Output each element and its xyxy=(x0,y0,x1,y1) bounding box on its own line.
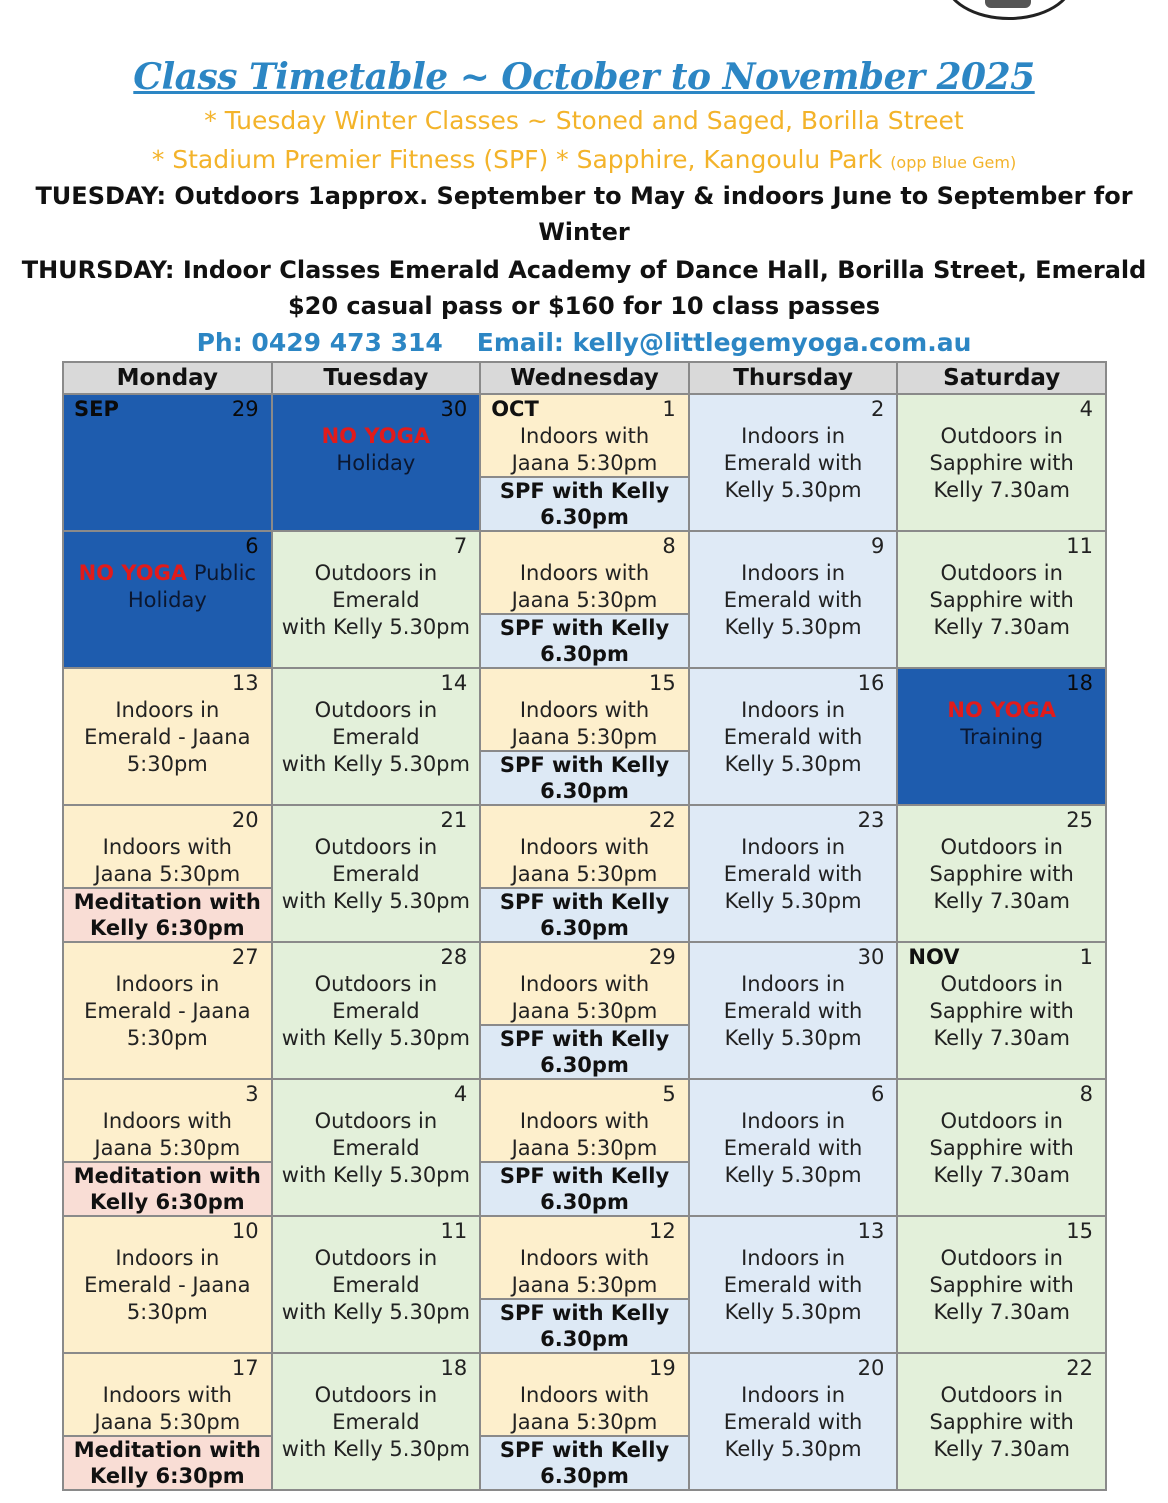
class-line: Emerald - Jaana xyxy=(84,725,251,749)
class-line: Sapphire with xyxy=(929,1410,1074,1434)
class-line: Jaana 5:30pm xyxy=(94,1136,241,1160)
class-line: Emerald with xyxy=(723,1273,863,1297)
class-line: Kelly 7.30am xyxy=(933,1437,1070,1461)
day-cell-tuesday xyxy=(272,394,481,531)
day-number: 18 xyxy=(440,1356,468,1380)
day-number: 1 xyxy=(1079,945,1093,969)
day-number: 20 xyxy=(857,1356,885,1380)
class-line: Jaana 5:30pm xyxy=(94,1410,241,1434)
week-row xyxy=(63,668,1106,805)
day-cell-wednesday xyxy=(480,942,689,1079)
class-info xyxy=(898,1108,1105,1189)
class-info xyxy=(898,560,1105,641)
week-row xyxy=(63,1216,1106,1353)
class-line: Indoors in xyxy=(741,424,846,448)
class-info-indoors xyxy=(481,1382,688,1436)
day-cell-thursday xyxy=(689,531,898,668)
class-line: Kelly 6:30pm xyxy=(89,916,245,940)
class-line: Indoors with xyxy=(519,972,650,996)
class-line: Outdoors in xyxy=(940,1109,1063,1133)
class-line: Emerald with xyxy=(723,451,863,475)
day-cell-wednesday xyxy=(480,668,689,805)
class-line: Kelly 5.30pm xyxy=(724,615,862,639)
class-info-indoors xyxy=(481,1245,688,1299)
class-info xyxy=(273,1245,480,1326)
class-line: Indoors in xyxy=(741,972,846,996)
day-cell-monday xyxy=(63,1079,272,1216)
day-cell-tuesday xyxy=(272,668,481,805)
day-cell-monday xyxy=(63,942,272,1079)
page-title: Class Timetable ~ October to November 2025 xyxy=(133,56,1035,98)
day-number: 25 xyxy=(1066,808,1093,832)
class-line: Emerald with xyxy=(723,1136,863,1160)
class-line: Outdoors in xyxy=(314,835,438,859)
class-info xyxy=(273,834,480,915)
day-cell-thursday xyxy=(689,1079,898,1216)
class-line: Outdoors in xyxy=(314,1109,438,1133)
class-info-meditation xyxy=(64,1161,271,1215)
class-line: Kelly 6:30pm xyxy=(89,1190,245,1214)
header-wednesday: Wednesday xyxy=(480,362,689,394)
day-cell-wednesday xyxy=(480,531,689,668)
class-info xyxy=(690,1382,897,1463)
day-number: 30 xyxy=(857,945,885,969)
day-number: 22 xyxy=(1066,1356,1093,1380)
class-info-indoors xyxy=(481,971,688,1025)
day-number: 4 xyxy=(453,1082,468,1106)
day-cell-wednesday xyxy=(480,394,689,531)
class-line: Emerald xyxy=(332,725,420,749)
day-number: 13 xyxy=(857,1219,885,1243)
day-number: 21 xyxy=(440,808,468,832)
class-line: SPF with Kelly xyxy=(499,1027,670,1051)
class-line: Indoors in xyxy=(741,835,846,859)
class-line: Jaana 5:30pm xyxy=(511,1273,658,1297)
class-info xyxy=(273,560,480,641)
month-label: SEP xyxy=(74,397,119,421)
class-line xyxy=(64,560,271,587)
class-line: Jaana 5:30pm xyxy=(511,588,658,612)
day-cell-saturday xyxy=(897,531,1106,668)
day-number: 14 xyxy=(440,671,468,695)
class-line: Kelly 7.30am xyxy=(933,615,1070,639)
class-line: Indoors with xyxy=(519,1383,650,1407)
class-line: SPF with Kelly xyxy=(499,890,670,914)
class-line: Outdoors in xyxy=(314,561,438,585)
day-cell-saturday xyxy=(897,805,1106,942)
class-line: Kelly 7.30am xyxy=(933,478,1070,502)
month-label: OCT xyxy=(491,397,539,421)
contact-info xyxy=(0,328,1168,357)
class-line: Indoors with xyxy=(519,1246,650,1270)
class-line: Emerald with xyxy=(723,588,863,612)
week-row xyxy=(63,1079,1106,1216)
class-line: Emerald xyxy=(332,1273,420,1297)
class-info-indoors xyxy=(481,423,688,477)
class-line: Sapphire with xyxy=(929,588,1074,612)
holiday-label: Holiday xyxy=(336,451,416,475)
day-number: 28 xyxy=(440,945,468,969)
class-info xyxy=(898,1245,1105,1326)
class-line: Indoors in xyxy=(741,561,846,585)
week-row xyxy=(63,942,1106,1079)
day-cell-thursday xyxy=(689,1353,898,1490)
class-line: Indoors in xyxy=(741,1246,846,1270)
class-info xyxy=(273,697,480,778)
class-line: Emerald - Jaana xyxy=(84,999,251,1023)
class-line: Kelly 5.30pm xyxy=(724,1437,862,1461)
class-line: 5:30pm xyxy=(126,752,208,776)
week-row xyxy=(63,531,1106,668)
class-line: Indoors in xyxy=(741,1383,846,1407)
class-line: Jaana 5:30pm xyxy=(511,999,658,1023)
class-line: 6.30pm xyxy=(540,505,629,529)
class-info-spf xyxy=(481,1298,688,1352)
class-line: Kelly 5.30pm xyxy=(724,1163,862,1187)
day-number: 12 xyxy=(649,1219,676,1243)
class-line: Meditation with xyxy=(73,1438,261,1462)
day-number: 10 xyxy=(231,1219,259,1243)
class-info-indoors xyxy=(481,560,688,614)
subtitle-venues-main: * Stadium Premier Fitness (SPF) * Sapphire, Kangoulu Park xyxy=(151,145,883,174)
class-line: Indoors with xyxy=(519,424,650,448)
training-label: Training xyxy=(960,725,1044,749)
class-line: Emerald with xyxy=(723,862,863,886)
day-cell-monday xyxy=(63,1216,272,1353)
class-line: Outdoors in xyxy=(314,698,438,722)
class-info xyxy=(690,971,897,1052)
day-cell-saturday xyxy=(897,668,1106,805)
class-line: with Kelly 5.30pm xyxy=(281,1163,470,1187)
class-line: Emerald xyxy=(332,588,420,612)
day-cell-thursday xyxy=(689,805,898,942)
class-line: Indoors with xyxy=(519,561,650,585)
day-number: 6 xyxy=(245,534,259,558)
day-number: 3 xyxy=(245,1082,259,1106)
class-line: Indoors in xyxy=(115,698,220,722)
class-info xyxy=(690,423,897,504)
day-cell-tuesday xyxy=(272,805,481,942)
class-info-spf xyxy=(481,750,688,804)
class-line: Sapphire with xyxy=(929,999,1074,1023)
class-info-indoors xyxy=(481,697,688,751)
class-info xyxy=(64,697,271,778)
day-cell-tuesday xyxy=(272,1353,481,1490)
class-line: Kelly 5.30pm xyxy=(724,478,862,502)
day-cell-saturday xyxy=(897,1216,1106,1353)
day-number: 15 xyxy=(1066,1219,1093,1243)
class-line: with Kelly 5.30pm xyxy=(281,1437,470,1461)
class-info-spf xyxy=(481,613,688,667)
brand-logo xyxy=(60,0,350,4)
day-cell-tuesday xyxy=(272,531,481,668)
class-line: Indoors in xyxy=(115,972,220,996)
no-yoga-label: NO YOGA xyxy=(321,424,431,448)
class-line: Kelly 5.30pm xyxy=(724,889,862,913)
class-info xyxy=(64,971,271,1052)
class-line: Emerald xyxy=(332,862,420,886)
class-info-spf xyxy=(481,887,688,941)
class-line: with Kelly 5.30pm xyxy=(281,752,470,776)
class-line: Outdoors in xyxy=(940,972,1063,996)
class-line: Emerald - Jaana xyxy=(84,1273,251,1297)
class-line: with Kelly 5.30pm xyxy=(281,1026,470,1050)
class-info-meditation xyxy=(64,887,271,941)
day-number: 13 xyxy=(231,671,259,695)
tuesday-info-cont: Winter xyxy=(538,218,630,246)
calendar-header-row xyxy=(63,362,1106,394)
class-line: Sapphire with xyxy=(929,451,1074,475)
day-number: 1 xyxy=(662,397,676,421)
class-info xyxy=(898,423,1105,504)
class-line: Kelly 5.30pm xyxy=(724,1026,862,1050)
class-line: 6.30pm xyxy=(540,1053,629,1077)
class-line: SPF with Kelly xyxy=(499,753,670,777)
class-line: Outdoors in xyxy=(940,561,1063,585)
header-thursday: Thursday xyxy=(689,362,898,394)
class-line: SPF with Kelly xyxy=(499,616,670,640)
day-cell-wednesday xyxy=(480,805,689,942)
class-line: Outdoors in xyxy=(314,1383,438,1407)
header-monday: Monday xyxy=(63,362,272,394)
no-yoga-label: NO YOGA xyxy=(78,561,188,585)
class-info xyxy=(690,560,897,641)
day-number: 15 xyxy=(649,671,676,695)
class-line: SPF with Kelly xyxy=(499,1164,670,1188)
timetable-calendar xyxy=(62,361,1107,1491)
class-line: Outdoors in xyxy=(314,972,438,996)
class-line: Kelly 7.30am xyxy=(933,889,1070,913)
class-line: Indoors in xyxy=(741,1109,846,1133)
day-number: 29 xyxy=(231,397,259,421)
class-line: Outdoors in xyxy=(940,424,1063,448)
day-cell-tuesday xyxy=(272,1216,481,1353)
month-label: NOV xyxy=(908,945,960,969)
class-line: Meditation with xyxy=(73,1164,261,1188)
class-line: Kelly 7.30am xyxy=(933,1300,1070,1324)
day-number: 19 xyxy=(649,1356,676,1380)
class-info-indoors xyxy=(64,1382,271,1436)
class-line: Indoors with xyxy=(519,835,650,859)
class-info-indoors xyxy=(64,1108,271,1162)
week-row xyxy=(63,805,1106,942)
class-line: Indoors in xyxy=(741,698,846,722)
subtitle-venues-note: (opp Blue Gem) xyxy=(890,153,1017,172)
class-info-meditation xyxy=(64,1435,271,1489)
class-info xyxy=(273,423,480,477)
day-cell-saturday xyxy=(897,1079,1106,1216)
no-yoga-label: NO YOGA xyxy=(947,698,1056,722)
class-info-indoors xyxy=(481,1108,688,1162)
day-number: 29 xyxy=(649,945,676,969)
day-cell-thursday xyxy=(689,1216,898,1353)
day-number: 20 xyxy=(231,808,259,832)
day-cell-wednesday xyxy=(480,1079,689,1216)
class-line: Indoors with xyxy=(102,1109,232,1133)
class-line: Jaana 5:30pm xyxy=(511,862,658,886)
week-row xyxy=(63,1353,1106,1490)
class-line: Indoors with xyxy=(519,1109,650,1133)
day-number: 8 xyxy=(662,534,676,558)
day-number: 22 xyxy=(649,808,676,832)
class-line: Outdoors in xyxy=(940,1246,1063,1270)
class-info-spf xyxy=(481,476,688,530)
class-line: Sapphire with xyxy=(929,862,1074,886)
class-line: Kelly 7.30am xyxy=(933,1026,1070,1050)
day-cell-saturday xyxy=(897,942,1106,1079)
class-line: SPF with Kelly xyxy=(499,1438,670,1462)
day-number: 11 xyxy=(1066,534,1093,558)
class-line: Kelly 6:30pm xyxy=(89,1464,245,1488)
class-info xyxy=(898,1382,1105,1463)
day-number: 5 xyxy=(662,1082,676,1106)
class-line: SPF with Kelly xyxy=(499,1301,670,1325)
day-cell-monday xyxy=(63,394,272,531)
class-line: Jaana 5:30pm xyxy=(511,1410,658,1434)
class-line: with Kelly 5.30pm xyxy=(281,1300,470,1324)
tuesday-info: TUESDAY: Outdoors 1approx. September to May & indoors June to September for xyxy=(35,182,1133,210)
header-tuesday: Tuesday xyxy=(272,362,481,394)
day-number: 9 xyxy=(871,534,885,558)
class-info-indoors xyxy=(64,834,271,888)
class-line: Jaana 5:30pm xyxy=(511,1136,658,1160)
header-saturday: Saturday xyxy=(897,362,1106,394)
class-line: 6.30pm xyxy=(540,916,629,940)
class-line: Kelly 5.30pm xyxy=(724,1300,862,1324)
class-line: Jaana 5:30pm xyxy=(94,862,241,886)
day-cell-tuesday xyxy=(272,942,481,1079)
class-line: with Kelly 5.30pm xyxy=(281,615,470,639)
class-info-indoors xyxy=(481,834,688,888)
day-number: 17 xyxy=(231,1356,259,1380)
week-row xyxy=(63,394,1106,531)
class-line: Outdoors in xyxy=(314,1246,438,1270)
class-line: 5:30pm xyxy=(126,1026,208,1050)
class-line: Sapphire with xyxy=(929,1273,1074,1297)
class-line: Meditation with xyxy=(73,890,261,914)
class-line: Outdoors in xyxy=(940,835,1063,859)
class-line: Emerald with xyxy=(723,725,863,749)
day-number: 8 xyxy=(1079,1082,1093,1106)
day-number: 6 xyxy=(871,1082,885,1106)
class-line: Jaana 5:30pm xyxy=(511,725,658,749)
class-info xyxy=(64,1245,271,1326)
day-number: 27 xyxy=(231,945,259,969)
day-number: 23 xyxy=(857,808,885,832)
class-line: 6.30pm xyxy=(540,1327,629,1351)
day-cell-tuesday xyxy=(272,1079,481,1216)
day-number: 30 xyxy=(440,397,468,421)
day-cell-thursday xyxy=(689,668,898,805)
day-number: 2 xyxy=(871,397,885,421)
class-line: Kelly 7.30am xyxy=(933,1163,1070,1187)
class-line: Indoors with xyxy=(102,835,232,859)
day-cell-monday xyxy=(63,531,272,668)
class-line: Outdoors in xyxy=(940,1383,1063,1407)
day-cell-saturday xyxy=(897,394,1106,531)
thursday-info: THURSDAY: Indoor Classes Emerald Academy of Dance Hall, Borilla Street, Emerald xyxy=(21,256,1147,284)
class-line: 5:30pm xyxy=(126,1300,208,1324)
day-number: 16 xyxy=(857,671,885,695)
class-info-spf xyxy=(481,1435,688,1489)
class-line: Jaana 5:30pm xyxy=(511,451,658,475)
class-info xyxy=(690,834,897,915)
class-line: 6.30pm xyxy=(540,779,629,803)
class-info-spf xyxy=(481,1161,688,1215)
day-cell-thursday xyxy=(689,942,898,1079)
day-cell-monday xyxy=(63,668,272,805)
class-line: 6.30pm xyxy=(540,1190,629,1214)
class-info xyxy=(64,560,271,614)
class-line: Emerald xyxy=(332,1136,420,1160)
class-line: Indoors with xyxy=(102,1383,232,1407)
public-label: Public xyxy=(193,561,256,585)
class-line: Emerald xyxy=(332,1410,420,1434)
class-line: Indoors with xyxy=(519,698,650,722)
subtitle-tuesday-winter: * Tuesday Winter Classes ~ Stoned and Saged, Borilla Street xyxy=(204,106,964,135)
class-info xyxy=(273,971,480,1052)
day-number: 7 xyxy=(453,534,468,558)
day-number: 4 xyxy=(1079,397,1093,421)
class-info xyxy=(690,1108,897,1189)
day-cell-thursday xyxy=(689,394,898,531)
class-info xyxy=(898,971,1105,1052)
day-cell-monday xyxy=(63,1353,272,1490)
class-info xyxy=(690,1245,897,1326)
pricing-info: $20 casual pass or $160 for 10 class passes xyxy=(287,292,881,320)
class-line: Indoors in xyxy=(115,1246,220,1270)
class-line: 6.30pm xyxy=(540,642,629,666)
class-info xyxy=(898,697,1105,751)
class-info xyxy=(273,1382,480,1463)
class-info xyxy=(273,1108,480,1189)
class-line: Emerald with xyxy=(723,999,863,1023)
day-cell-wednesday xyxy=(480,1216,689,1353)
email-address: Email: kelly@littlegemyoga.com.au xyxy=(476,328,972,357)
subtitle-venues xyxy=(0,145,1168,174)
seal-logo-detail xyxy=(985,0,1031,8)
class-line: with Kelly 5.30pm xyxy=(281,889,470,913)
day-number: 11 xyxy=(440,1219,468,1243)
class-info-spf xyxy=(481,1024,688,1078)
day-cell-saturday xyxy=(897,1353,1106,1490)
class-line: Sapphire with xyxy=(929,1136,1074,1160)
class-info xyxy=(690,697,897,778)
class-line: Kelly 5.30pm xyxy=(724,752,862,776)
phone-number: Ph: 0429 473 314 xyxy=(196,328,443,357)
class-line: SPF with Kelly xyxy=(499,479,670,503)
day-cell-wednesday xyxy=(480,1353,689,1490)
class-line: Emerald with xyxy=(723,1410,863,1434)
day-number: 18 xyxy=(1066,671,1093,695)
class-line: Emerald xyxy=(332,999,420,1023)
holiday-label: Holiday xyxy=(127,588,207,612)
class-line: 6.30pm xyxy=(540,1464,629,1488)
class-info xyxy=(898,834,1105,915)
day-cell-monday xyxy=(63,805,272,942)
